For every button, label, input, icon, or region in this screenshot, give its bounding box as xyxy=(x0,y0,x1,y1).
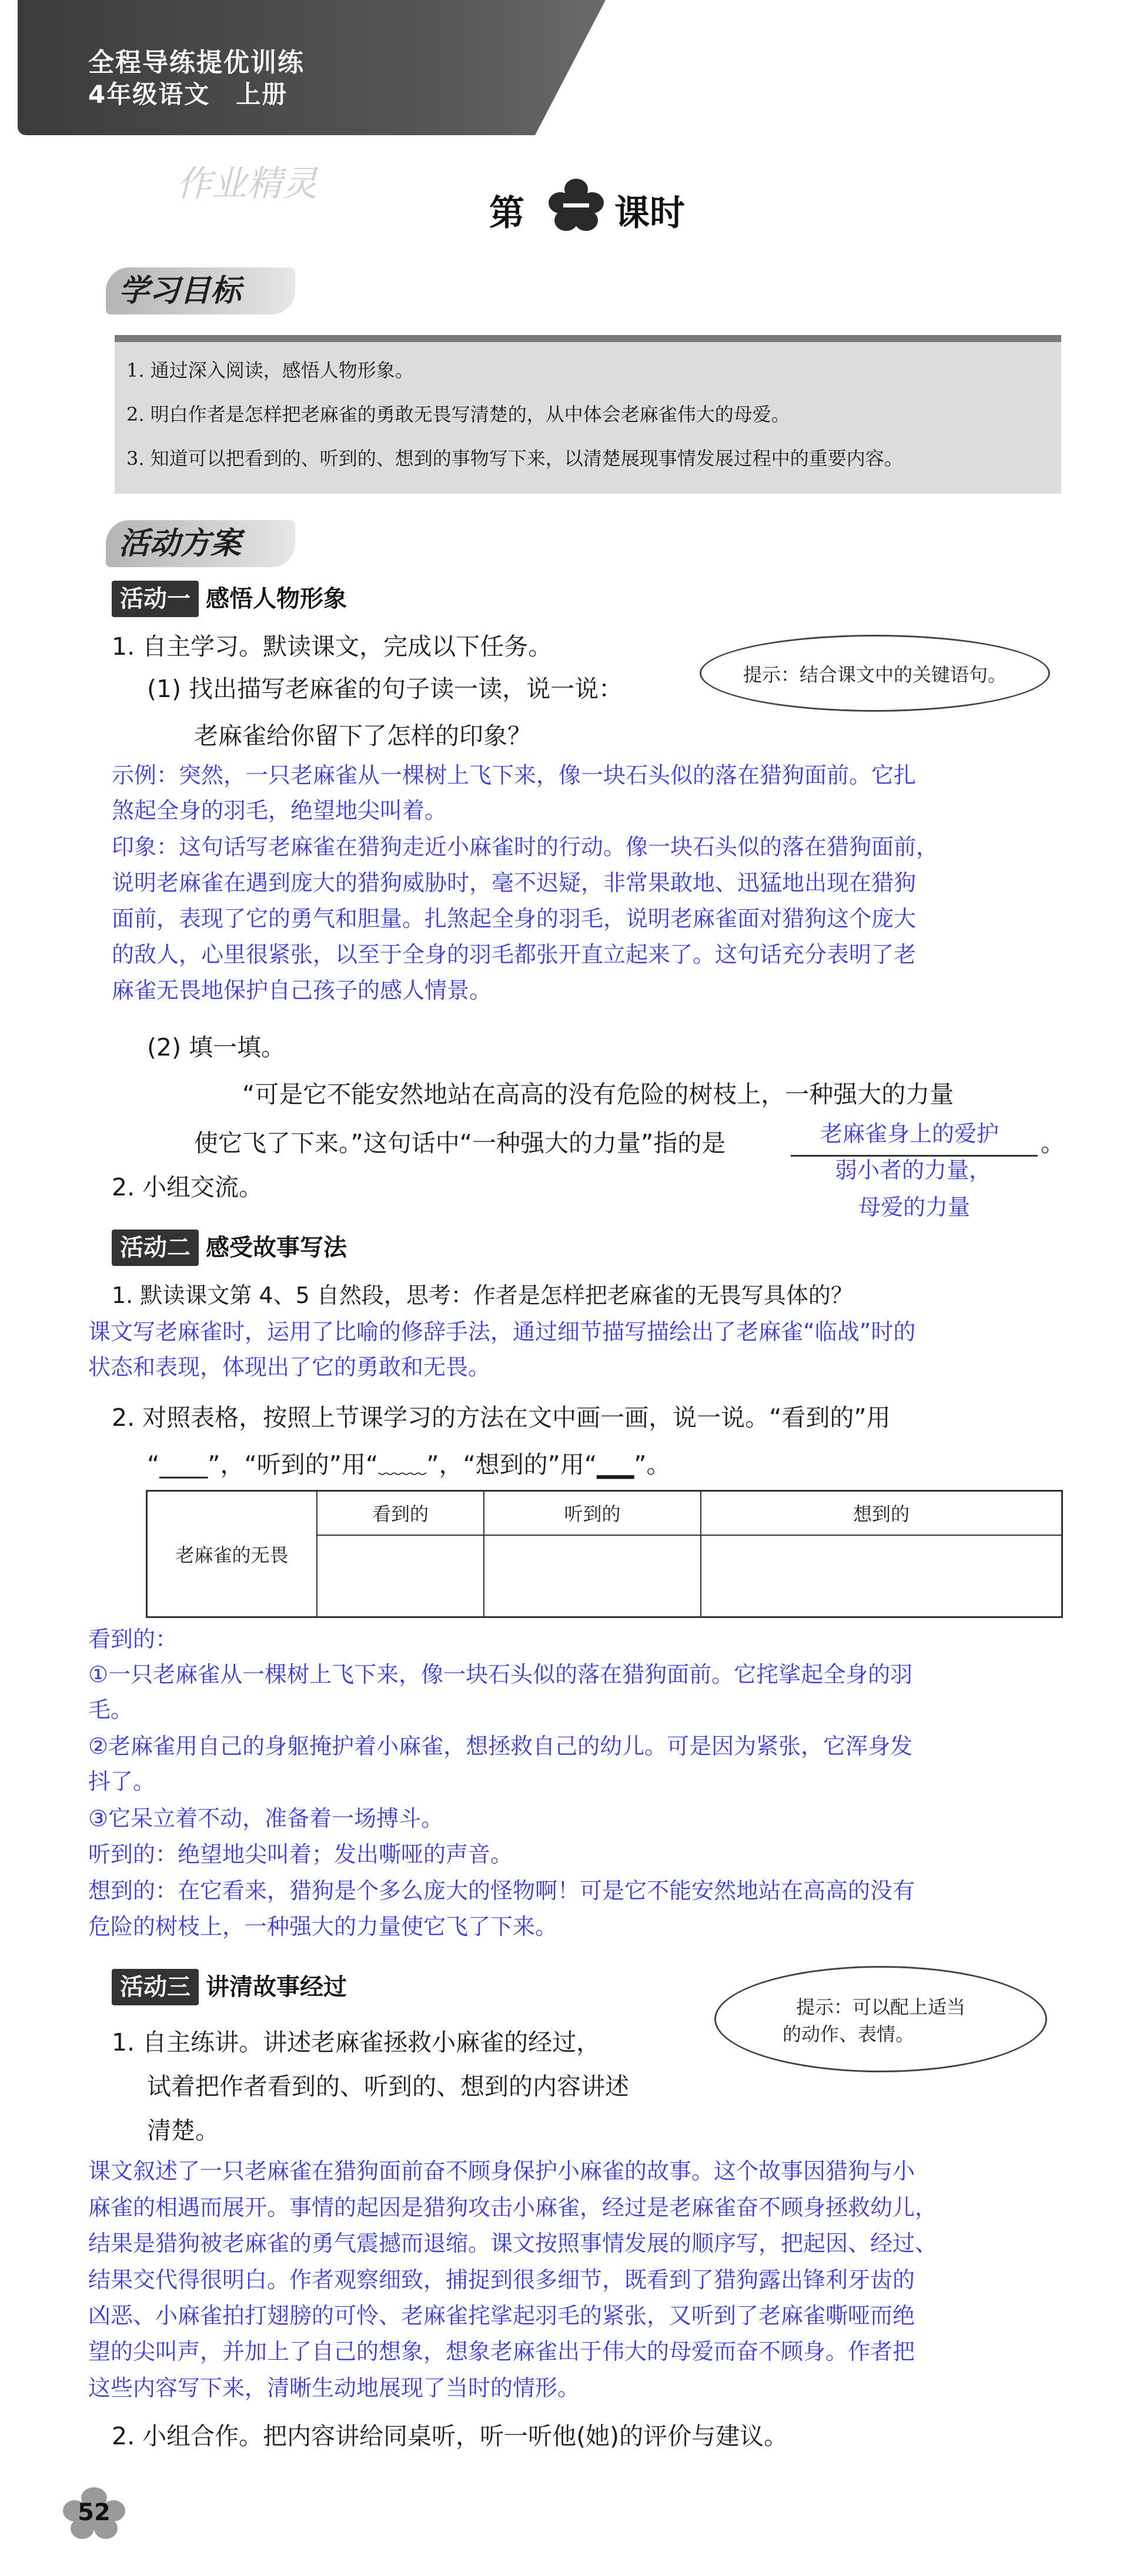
answer-line: 听到的：绝望地尖叫着；发出嘶哑的声音。 xyxy=(88,1841,513,1867)
answer-line: 印象：这句话写老麻雀在猎狗走近小麻雀时的行动。像一块石头似的落在猎狗面前， xyxy=(112,834,939,860)
answer-line: 麻雀的相遇而展开。事情的起因是猎狗攻击小麻雀，经过是老麻雀奋不顾身拯救幼儿， xyxy=(88,2195,938,2220)
answer-line: 结果是猎狗被老麻雀的勇气震撼而退缩。课文按照事情发展的顺序写，把起因、经过、 xyxy=(88,2230,938,2256)
fill-answer: 老麻雀身上的爱护 xyxy=(820,1121,999,1147)
answer-line: 麻雀无畏地保护自己孩子的感人情景。 xyxy=(112,977,492,1003)
answer-line: ③它呆立着不动，准备着一场搏斗。 xyxy=(88,1805,444,1831)
activity-title: 感受故事写法 xyxy=(206,1234,347,1261)
question: 1. 自主学习。默读课文，完成以下任务。 xyxy=(112,632,553,661)
question: 1. 默读课文第 4、5 自然段，思考：作者是怎样把老麻雀的无畏写具体的？ xyxy=(112,1282,853,1308)
table-cell[interactable] xyxy=(484,1535,701,1617)
quote-line: “可是它不能安然地站在高高的没有危险的树枝上，一种强大的力量 xyxy=(242,1080,954,1108)
answer-line: 危险的树枝上，一种强大的力量使它飞了下来。 xyxy=(88,1914,558,1939)
table-header: 看到的 xyxy=(317,1491,484,1535)
table-header: 听到的 xyxy=(484,1491,701,1535)
answer-line: 面前，表现了它的勇气和胆量。扎煞起全身的羽毛，说明老麻雀面对猎狗这个庞大 xyxy=(112,906,917,932)
table-header: 想到的 xyxy=(701,1491,1062,1535)
hint-bubble xyxy=(714,1966,1047,2072)
observation-table xyxy=(146,1490,1063,1618)
grade-title: 4年级语文 上册 xyxy=(88,80,288,109)
goal-item: 1. 通过深入阅读，感悟人物形象。 xyxy=(126,359,414,381)
question: 老麻雀给你留下了怎样的印象？ xyxy=(194,722,531,750)
answer-line: 望的尖叫声，并加上了自己的想象，想象老麻雀出于伟大的母爱而奋不顾身。作者把 xyxy=(88,2339,915,2364)
quote-line: 使它飞了下来。”这句话中“一种强大的力量”指的是 xyxy=(194,1129,726,1157)
activity-2-heading xyxy=(112,1230,347,1266)
flower-icon xyxy=(544,176,609,235)
activity-badge: 活动二 xyxy=(112,1230,199,1266)
question: 试着把作者看到的、听到的、想到的内容讲述 xyxy=(147,2072,629,2101)
answer-line: 的敌人，心里很紧张，以至于全身的羽毛都张开直立起来了。这句话充分表明了老 xyxy=(112,942,917,967)
answer-line: 抖了。 xyxy=(88,1768,156,1794)
answer-line: 煞起全身的羽毛，绝望地尖叫着。 xyxy=(112,798,447,823)
activity-title: 感悟人物形象 xyxy=(206,585,347,612)
answer-line: 凶恶、小麻雀拍打翅膀的可怜、老麻雀挓挲起羽毛的紧张，又听到了老麻雀嘶哑而绝 xyxy=(88,2303,915,2329)
question: (1) 找出描写老麻雀的句子读一读，说一说： xyxy=(147,675,623,703)
goal-item: 2. 明白作者是怎样把老麻雀的勇敢无畏写清楚的，从中体会老麻雀伟大的母爱。 xyxy=(126,403,790,426)
question: 2. 小组合作。把内容讲给同桌听，听一听他(她)的评价与建议。 xyxy=(112,2422,788,2450)
hint-bubble xyxy=(700,635,1050,712)
answer-line: 状态和表现，体现出了它的勇敢和无畏。 xyxy=(88,1354,491,1380)
answer-line: 说明老麻雀在遇到庞大的猎狗威胁时，毫不迟疑，非常果敢地、迅猛地出现在猎狗 xyxy=(112,870,917,896)
question: 清楚。 xyxy=(147,2116,219,2145)
fill-answer: 弱小者的力量， xyxy=(835,1157,992,1183)
activity-1-heading xyxy=(112,581,347,617)
hint-text: 提示：结合课文中的关键语句。 xyxy=(743,663,1007,686)
answer-line: 这些内容写下来，清晰生动地展现了当时的情形。 xyxy=(88,2375,580,2401)
quote-end: 。 xyxy=(1041,1129,1065,1157)
activity-badge: 活动三 xyxy=(112,1969,199,2005)
table-cell[interactable] xyxy=(317,1535,484,1617)
question: 2. 小组交流。 xyxy=(112,1173,263,1201)
watermark: 作业精灵 xyxy=(176,163,317,205)
question: 1. 自主练讲。讲述老麻雀拯救小麻雀的经过， xyxy=(112,2028,601,2056)
activity-badge: 活动一 xyxy=(112,581,199,617)
lesson-prefix: 第 xyxy=(489,193,524,234)
answer-line: 毛。 xyxy=(88,1697,133,1723)
question: 2. 对照表格，按照上节课学习的方法在文中画一画，说一说。“看到的”用 xyxy=(112,1403,891,1432)
activity-3-heading xyxy=(112,1969,347,2005)
lesson-suffix: 课时 xyxy=(614,193,685,234)
page-number: 52 xyxy=(78,2499,111,2526)
activity-title: 讲清故事经过 xyxy=(206,1974,347,2001)
answer-line: 看到的： xyxy=(88,1626,178,1652)
question: “____”，“听到的”用“﹏﹏”，“想到的”用“▁▁”。 xyxy=(147,1451,671,1479)
table-cell[interactable] xyxy=(701,1535,1062,1617)
hint-text: 提示：可以配上适当 xyxy=(795,1995,965,2018)
fill-answer: 母爱的力量 xyxy=(858,1194,971,1220)
series-title: 全程导练提优训练 xyxy=(88,48,305,78)
table-row-label: 老麻雀的无畏 xyxy=(147,1491,317,1617)
question: (2) 填一填。 xyxy=(147,1033,286,1061)
answer-line: 课文叙述了一只老麻雀在猎狗面前奋不顾身保护小麻雀的故事。这个故事因猎狗与小 xyxy=(88,2158,915,2184)
goal-item: 3. 知道可以把看到的、听到的、想到的事物写下来，以清楚展现事情发展过程中的重要内容。 xyxy=(126,447,903,470)
hint-text: 的动作、表情。 xyxy=(782,2022,914,2045)
answer-line: 结果交代得很明白。作者观察细致，捕捉到很多细节，既看到了猎狗露出锋利牙齿的 xyxy=(88,2267,915,2293)
answer-line: 示例：突然，一只老麻雀从一棵树上飞下来，像一块石头似的落在猎狗面前。它扎 xyxy=(112,762,917,788)
answer-line: ①一只老麻雀从一棵树上飞下来，像一块石头似的落在猎狗面前。它挓挲起全身的羽 xyxy=(88,1661,913,1687)
answer-line: 想到的：在它看来，猎狗是个多么庞大的怪物啊！可是它不能安然地站在高高的没有 xyxy=(88,1878,915,1904)
answer-line: 课文写老麻雀时，运用了比喻的修辞手法，通过细节描写描绘出了老麻雀“临战”时的 xyxy=(88,1319,916,1345)
goals-tag: 学习目标 xyxy=(106,267,295,314)
plan-tag: 活动方案 xyxy=(106,520,295,567)
answer-line: ②老麻雀用自己的身躯掩护着小麻雀，想拯救自己的幼儿。可是因为紧张，它浑身发 xyxy=(88,1733,913,1759)
